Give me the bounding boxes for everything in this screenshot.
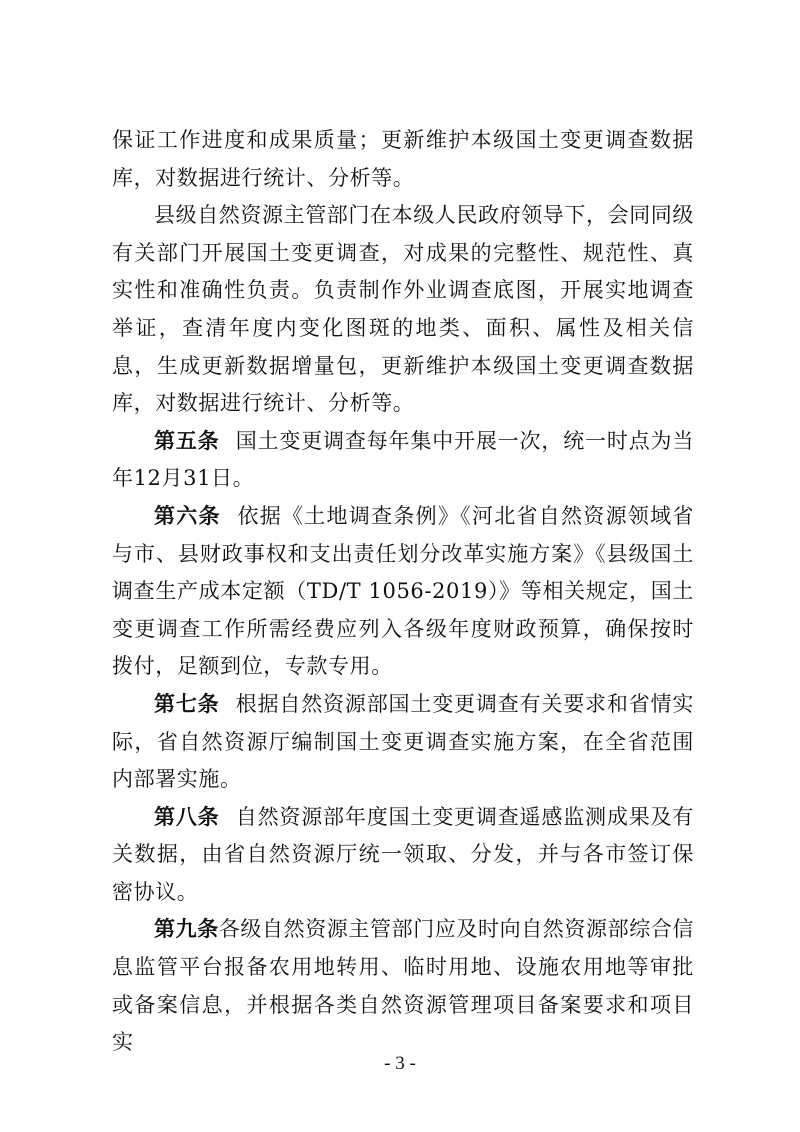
article-6: [112, 498, 694, 686]
article-8: [112, 799, 694, 912]
paragraph-continuation: 保证工作进度和成果质量；更新维护本级国土变更调查数据库，对数据进行统计、分析等。: [112, 128, 694, 190]
article-6-label: 第六条: [154, 503, 221, 528]
article-9-text: 各级自然资源主管部门应及时向自然资源部综合信息监管平台报备农用地转用、临时用地、设施农用地等审批或备案信息，并根据各类自然资源管理项目备案要求和项目实: [112, 917, 695, 1055]
article-8-text: 自然资源部年度国土变更调查遥感监测成果及有关数据，由省自然资源厅统一领取、分发，并与各市签订保密协议。: [112, 804, 694, 904]
article-5: [112, 423, 694, 498]
article-5-label: 第五条: [154, 428, 220, 453]
document-body: [112, 122, 694, 1062]
page-number: - 3 -: [384, 1053, 416, 1074]
article-7-label: 第七条: [154, 691, 220, 716]
article-8-label: 第八条: [154, 804, 220, 829]
article-6-text: 依据《土地调查条例》《河北省自然资源领域省与市、县财政事权和支出责任划分改革实施方案》《县级国土调查生产成本定额（TD/T 1056-2019）》等相关规定，国土变更调查工作所需经费应列入各级年度财政预算，确保按时拨付，足额到位，专款专用。: [112, 503, 694, 679]
paragraph-county-duties: 县级自然资源主管部门在本级人民政府领导下，会同同级有关部门开展国土变更调查，对成果的完整性、规范性、真实性和准确性负责。负责制作外业调查底图，开展实地调查举证，查清年度内变化图斑的地类、面积、属性及相关信息，生成更新数据增量包，更新维护本级国土变更调查数据库，对数据进行统计、分析等。: [112, 203, 694, 416]
article-9: [112, 911, 694, 1061]
article-5-text: 国土变更调查每年集中开展一次，统一时点为当年12月31日。: [112, 428, 694, 491]
article-7: [112, 686, 694, 799]
article-9-label: 第九条: [154, 917, 219, 942]
article-7-text: 根据自然资源部国土变更调查有关要求和省情实际，省自然资源厅编制国土变更调查实施方案，在全省范围内部署实施。: [112, 691, 694, 792]
